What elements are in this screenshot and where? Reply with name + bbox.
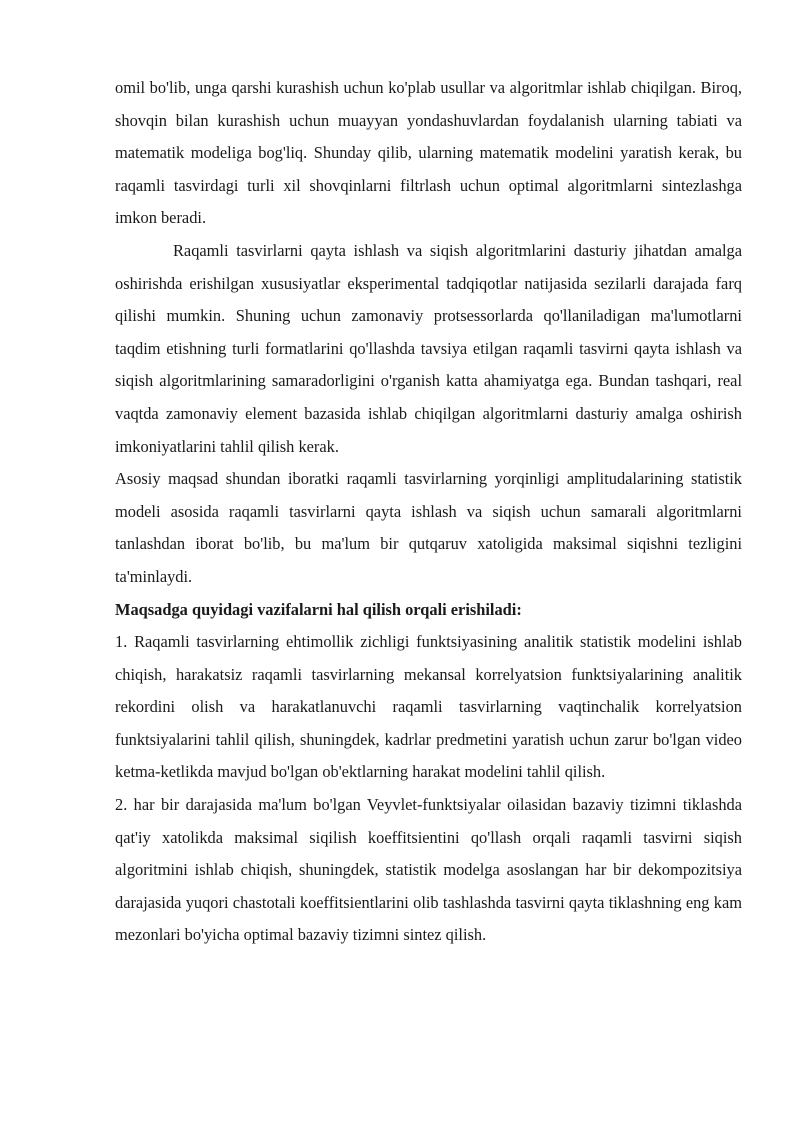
tasks-heading: Maqsadga quyidagi vazifalarni hal qilish orqali erishiladi: bbox=[115, 599, 522, 619]
paragraph-noise-model: omil bo'lib, unga qarshi kurashish uchun ko'plab usullar va algoritmlar ishlab chiqilgan. Biroq, shovqin bilan kurashish uchun muayyan yondashuvlardan foydalanish ularning tabiati va matematik modeliga bog'liq. Shunday qilib, ularning matematik modelini yaratish kerak, bu raqamli tasvirdagi turli xil shovqinlarni filtrlash uchun optimal algoritmlarni sintezlashga imkon beradi. bbox=[115, 78, 742, 228]
task-item-1: 1. Raqamli tasvirlarning ehtimollik zichligi funktsiyasining analitik statistik modelini ishlab chiqish, harakatsiz raqamli tasvirlarning mekansal korrelyatsion funktsiyalarining analitik rekordini olish va harakatlanuvchi raqamli tasvirlarning vaqtinchalik korrelyatsion funktsiyalarini tahlil qilish, shuningdek, kadrlar predmetini yaratish uchun zarur bo'lgan video ketma-ketlikda mavjud bo'lgan ob'ektlarning harakat modelini tahlil qilish. bbox=[115, 632, 742, 782]
paragraph-software-implementation: Raqamli tasvirlarni qayta ishlash va siqish algoritmlarini dasturiy jihatdan amalga oshirishda erishilgan xususiyatlar eksperimental tadqiqotlar natijasida sezilarli darajada farq qilishi mumkin. Shuning uchun zamonaviy protsessorlarda qo'llaniladigan ma'lumotlarni taqdim etishning turli formatlarini qo'llashda tavsiya etilgan raqamli tasvirni qayta ishlash va siqish algoritmlarining samaradorligini o'rganish katta ahamiyatga ega. Bundan tashqari, real vaqtda zamonaviy element bazasida ishlab chiqilgan algoritmlarni dasturiy amalga oshirish imkoniyatlarini tahlil qilish kerak. bbox=[115, 240, 742, 456]
paragraph-main-goal: Asosiy maqsad shundan iboratki raqamli tasvirlarning yorqinligi amplitudalarining statistik modeli asosida raqamli tasvirlarni qayta ishlash va siqish uchun samarali algoritmlarni tanlashdan iborat bo'lib, bu ma'lum bir qutqaruv xatoligida maksimal siqishni tezligini ta'minlaydi. bbox=[115, 469, 742, 586]
document-page bbox=[115, 72, 742, 952]
task-item-2: 2. har bir darajasida ma'lum bo'lgan Veyvlet-funktsiyalar oilasidan bazaviy tizimni tiklashda qat'iy xatolikda maksimal siqilish koeffitsientini qo'llash orqali raqamli tasvirni siqish algoritmini ishlab chiqish, shuningdek, statistik modelga asoslangan har bir dekompozitsiya darajasida yuqori chastotali koeffitsientlarini olib tashlashda tasvirni qayta tiklashning eng kam mezonlari bo'yicha optimal bazaviy tizimni sintez qilish. bbox=[115, 795, 742, 945]
